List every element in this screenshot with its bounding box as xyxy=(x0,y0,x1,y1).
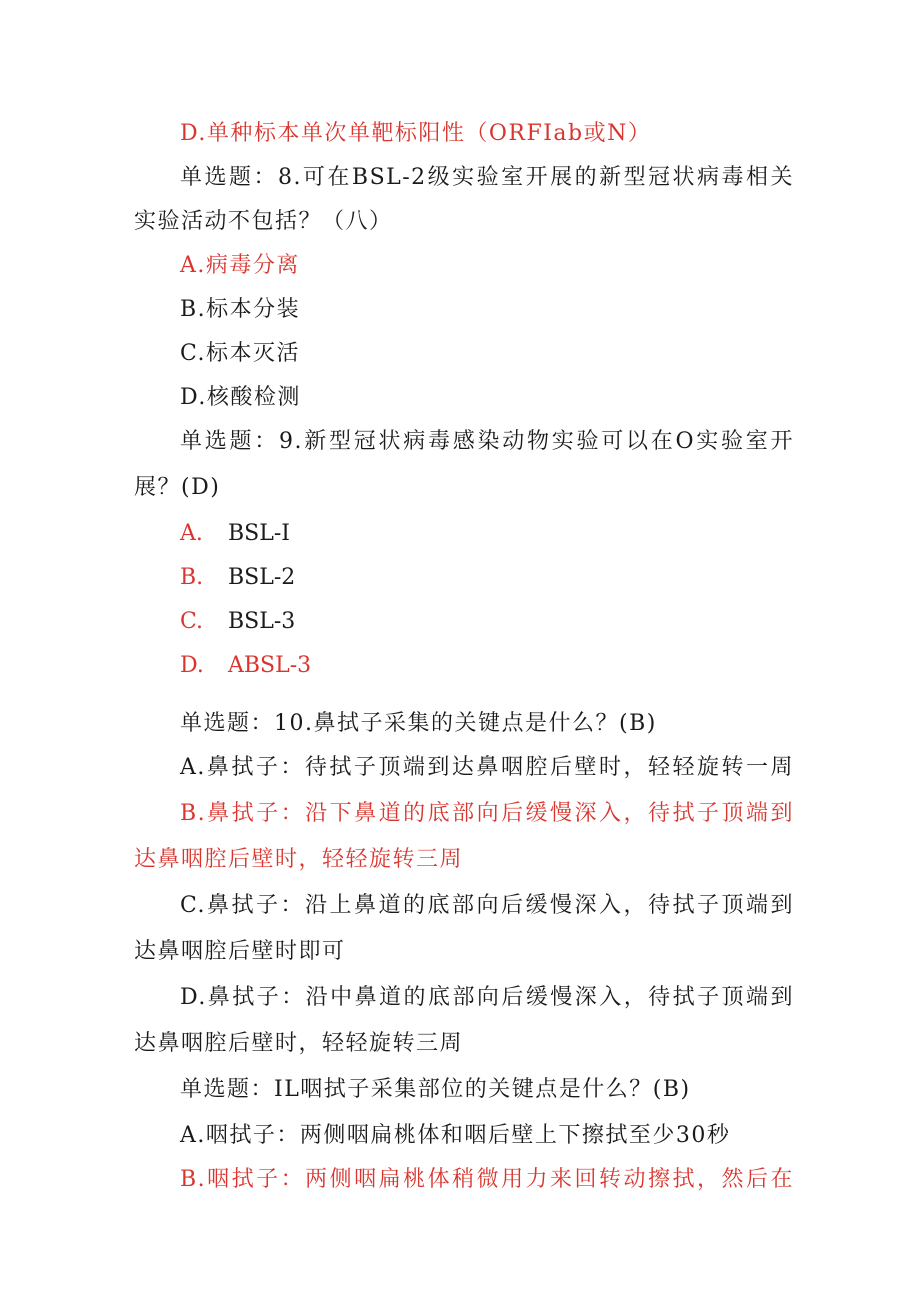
q10-option-d: D.鼻拭子：沿中鼻道的底部向后缓慢深入，待拭子顶端到 xyxy=(180,985,794,1010)
q8-option-b: B.标本分装 xyxy=(180,297,301,322)
q10-option-c-cont: 达鼻咽腔后壁时即可 xyxy=(134,939,346,964)
q9-question-cont: 展？(D) xyxy=(134,475,221,500)
q7-option-d: D.单种标本单次单靶标阳性（ORFIab或N） xyxy=(180,121,652,146)
option-letter: D. xyxy=(180,653,204,678)
q11-option-b: B.咽拭子：两侧咽扁桃体稍微用力来回转动擦拭，然后在 xyxy=(180,1167,794,1192)
q10-option-d-cont: 达鼻咽腔后壁时，轻轻旋转三周 xyxy=(134,1031,464,1056)
q10-option-b: B.鼻拭子：沿下鼻道的底部向后缓慢深入，待拭子顶端到 xyxy=(180,801,794,826)
option-letter: B. xyxy=(180,565,204,590)
q8-question-cont: 实验活动不包括？（八） xyxy=(134,209,393,234)
q11-option-a: A.咽拭子：两侧咽扁桃体和咽后壁上下擦拭至少30秒 xyxy=(180,1123,731,1148)
q11-question: 单选题：IL咽拭子采集部位的关键点是什么？(B) xyxy=(180,1077,691,1102)
option-text: ABSL-3 xyxy=(228,653,312,678)
q9-question: 单选题：9.新型冠状病毒感染动物实验可以在O实验室开 xyxy=(180,429,794,454)
q10-option-a: A.鼻拭子：待拭子顶端到达鼻咽腔后壁时，轻轻旋转一周 xyxy=(180,755,794,780)
option-letter: A. xyxy=(180,521,203,546)
q8-option-d: D.核酸检测 xyxy=(180,385,301,410)
option-text: BSL-3 xyxy=(228,609,296,634)
option-text: BSL-2 xyxy=(228,565,296,590)
option-text: BSL-I xyxy=(228,521,290,546)
q10-question: 单选题：10.鼻拭子采集的关键点是什么？(B) xyxy=(180,711,657,736)
q10-option-c: C.鼻拭子：沿上鼻道的底部向后缓慢深入，待拭子顶端到 xyxy=(180,893,794,918)
q10-option-b-cont: 达鼻咽腔后壁时，轻轻旋转三周 xyxy=(134,847,464,872)
option-letter: C. xyxy=(180,609,204,634)
q8-option-a: A.病毒分离 xyxy=(180,253,300,278)
q8-question: 单选题：8.可在BSL-2级实验室开展的新型冠状病毒相关 xyxy=(180,165,794,190)
q8-option-c: C.标本灭活 xyxy=(180,341,301,366)
